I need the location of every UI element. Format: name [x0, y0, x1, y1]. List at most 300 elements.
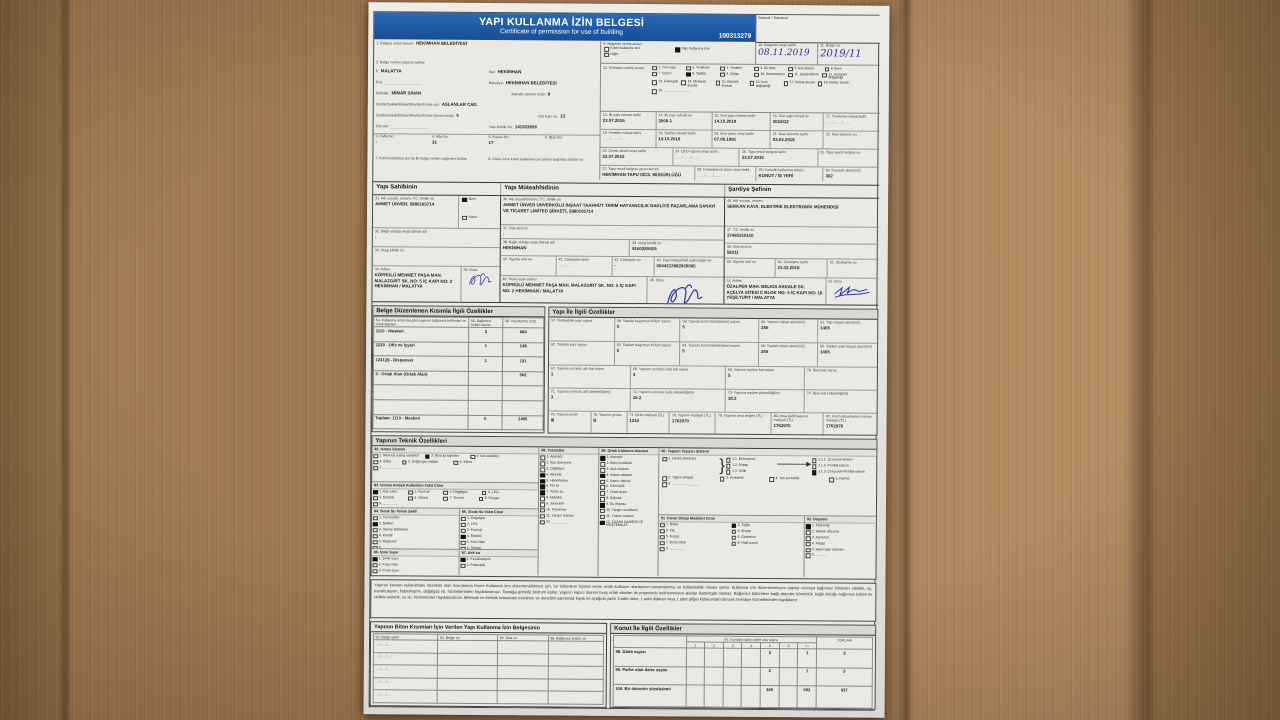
checkbox-label: 1. İskelet (Karkas) — [668, 455, 696, 461]
form-field — [601, 112, 657, 129]
checkbox-label: 1.1. Betonarme — [732, 456, 756, 462]
checkbox-label: 3. Taş — [665, 527, 676, 532]
structural-last — [659, 482, 877, 489]
checkbox-label: 6. Termal — [466, 545, 481, 550]
chief-title: Şantiye Şefinin — [728, 186, 772, 194]
checkbox-option — [784, 81, 816, 89]
form-field — [486, 134, 543, 156]
checkbox-label: 10. Paratoner — [546, 507, 567, 512]
checkbox-label: 8. Rüzgar — [484, 495, 500, 500]
field-value: HEKİMHAN — [497, 69, 522, 75]
field-label: 33. Vergi kimlik no — [374, 248, 404, 253]
form-field — [615, 342, 681, 365]
field-value: 1210 — [629, 418, 640, 424]
permit-purpose-options — [651, 64, 880, 113]
structural-sub2 — [811, 457, 876, 476]
checkbox-label: 1. Termosifon — [379, 514, 400, 520]
building-features-title: Yapı İle İlgili Özellikler — [549, 307, 877, 319]
checkbox-label: 5. Haberleşme — [546, 478, 569, 483]
table-cell: ..../..../.... — [373, 690, 437, 703]
form-row — [725, 259, 879, 279]
checkbox — [731, 523, 736, 528]
checkbox — [540, 514, 545, 519]
field-label: 71. Yapının yol kotu altı yüksekliği(m) — [550, 389, 610, 394]
form-field — [509, 90, 599, 102]
checkbox-option — [600, 520, 657, 528]
form-field — [771, 413, 824, 436]
checkbox — [373, 496, 378, 501]
form-field — [501, 239, 630, 256]
checkbox-label: 15. Elektrik tesisatı — [721, 80, 739, 88]
form-field — [612, 257, 654, 276]
checkbox — [825, 67, 830, 72]
table-row — [374, 327, 544, 343]
form-row — [501, 239, 724, 258]
table-row — [373, 371, 543, 387]
form-field — [459, 196, 500, 228]
table-header: 55. Bağımsız bölüm sayısı — [469, 317, 503, 327]
checkbox-label: 6. Gazbeton — [737, 534, 757, 539]
table-cell: ..../..../.... — [373, 678, 437, 691]
field-value: 18.2 — [727, 395, 737, 402]
field-value: 58211 — [726, 249, 739, 256]
checkbox — [461, 558, 466, 563]
checkbox-option — [660, 523, 730, 528]
structural-system-label: 90. Yapının Taşıyıcı Sistemi — [659, 448, 877, 457]
checkbox — [540, 485, 545, 490]
field-label: Dış Kapı no: — [538, 114, 559, 119]
checkbox-label: 5. Doğal gaz sobası — [408, 459, 439, 464]
field-value: KÖPRÜLÜ MEHMET PAŞA MAH. MALAZGİRT SK. NO: 5 İÇ KAPI NO: 2 HEKİMHAN / MALATYA — [502, 282, 636, 294]
table-cell — [548, 641, 603, 654]
checkbox — [470, 455, 475, 460]
table-header: 2 — [705, 642, 724, 648]
checkbox — [373, 557, 378, 562]
issuer-label: 1. Belgeyi veren kurum: — [376, 41, 414, 46]
checkbox — [806, 554, 811, 559]
checkbox-option — [662, 483, 770, 488]
form-field — [740, 149, 818, 167]
checkbox — [373, 528, 378, 533]
document-no-value: 2019/11 — [820, 48, 862, 60]
field-label: Cadde/Sokak/Bulvar/Meydan/Küme adı: — [375, 102, 440, 107]
checkbox-label: 8. Hafif panel — [737, 540, 758, 545]
checkbox-option — [806, 554, 876, 559]
checkbox-label: 4. Kombi — [378, 532, 393, 537]
table-cell: 2 — [760, 648, 779, 667]
checkbox-option — [662, 457, 696, 462]
field-value: ÖZALPER MAH. BELKIS AKKALE SK. AÇELYA SİTESİ C BLOK NO: 5 İÇ KAPI NO: 18 YEŞİLYURT / MALATYA — [726, 283, 823, 300]
heating-fuel-section — [372, 482, 539, 509]
checkbox — [461, 517, 466, 522]
checkbox-option — [652, 89, 721, 94]
form-field — [824, 113, 880, 130]
field-label: 35. İmza — [463, 267, 478, 272]
dwelling-title: Konut İle İlgili Özellikler — [611, 624, 875, 636]
checkbox — [454, 460, 459, 465]
data-table — [373, 316, 545, 430]
form-field — [823, 167, 879, 181]
field-value: - — [502, 231, 505, 237]
table-cell — [686, 685, 705, 707]
checkbox — [660, 529, 665, 534]
form-field — [654, 257, 723, 276]
checkbox — [769, 477, 774, 482]
field-label: 16. Son yapı ruhsat no — [772, 114, 810, 119]
form-field — [591, 412, 627, 436]
field-value: 6 — [456, 112, 459, 118]
checkbox-option — [754, 67, 786, 72]
field-value: KÖPRÜLÜ MEHMET PAŞA MAH. MALAZGİRT SK. NO: 5 İÇ KAPI NO: 2 HEKİMHAN / MALATYA — [374, 272, 453, 289]
checkbox — [540, 508, 545, 513]
checkbox-label: 3. Asmolen — [811, 535, 829, 540]
field-value: 07.06.1991 — [714, 136, 737, 142]
field-value: 255 — [761, 325, 769, 331]
table-row — [613, 647, 872, 667]
field-value: 1465 — [819, 349, 830, 355]
field-label: 32. Bağlı olduğu vergi dairesi adı — [374, 229, 428, 234]
field-label: 67. Yapının yol kotu altı kat sayısı — [550, 366, 605, 371]
checkbox-label: 4. Elektrik — [466, 533, 482, 538]
checkbox — [681, 81, 686, 86]
field-label: 37. Oda sicil no — [502, 226, 528, 231]
checkbox-label: Diğer — [610, 51, 619, 56]
checkbox-option — [479, 497, 516, 502]
checkbox — [604, 53, 609, 58]
structural-main — [661, 456, 719, 474]
field-value: ...../..... — [558, 262, 572, 268]
form-row — [373, 247, 500, 267]
checkbox-label: 3. Fuel-oil — [466, 527, 482, 532]
checkbox-label: 2. Mantar döşeme — [811, 529, 840, 534]
checkbox-option — [454, 460, 497, 465]
field-label: 65. Toplam taban alanı(m2) — [760, 343, 805, 349]
table-cell: 5 — [468, 415, 502, 430]
field-value: ....../....../...... — [602, 136, 627, 142]
field-label: 40. Sigorta sicil no — [502, 257, 533, 262]
field-value: 17 — [488, 140, 494, 146]
checkbox-option — [373, 490, 406, 495]
checkbox-label: 4. Kapalı otopark — [606, 472, 633, 477]
checkbox — [806, 536, 811, 541]
checkbox — [652, 89, 657, 94]
table-header: 95. Blok no — [498, 635, 549, 641]
checkbox-label: 16. İsim değişikliği — [755, 80, 771, 89]
form-row — [600, 130, 879, 150]
checkbox-label: 2. Şofben — [379, 520, 394, 526]
checkbox — [600, 491, 605, 496]
checkbox-option — [720, 72, 752, 80]
flooring-options — [805, 524, 878, 558]
field-value: 14.10.2019 — [658, 136, 681, 142]
table-cell — [468, 400, 502, 415]
checkbox — [408, 490, 413, 495]
checkbox — [600, 468, 605, 473]
checkbox-label: 6. İlave — [830, 66, 842, 71]
checkbox — [600, 462, 605, 467]
checkbox — [461, 528, 466, 533]
table-cell — [438, 653, 498, 666]
page-title: YAPI KULLANMA İZİN BELGESİ — [478, 15, 645, 29]
table-cell — [705, 648, 724, 667]
form-row — [373, 195, 500, 229]
checkbox-label: 3. Güneş kollektörü — [378, 526, 409, 532]
table-cell — [742, 685, 761, 707]
form-row — [549, 365, 877, 390]
field-label: 78. Yapının maliyeti (TL) — [671, 413, 711, 418]
checkbox-label: 12. KAZAN DAİRESİ VE MÜŞTEMİLAT — [606, 519, 644, 528]
form-field — [600, 166, 695, 182]
heating-options — [372, 453, 538, 472]
barcode-label: Barkod / Karekod — [758, 15, 788, 21]
flooring-section — [804, 516, 877, 578]
form-field — [805, 367, 877, 390]
checkbox-option — [822, 73, 856, 81]
field-value: 5 — [616, 324, 620, 330]
heating-fuel-label: 83. Isınma Amaçlı Kullanılan Yakıt Cinsi — [372, 482, 538, 490]
checkbox — [726, 464, 731, 469]
checkbox-label: 17. İstinat duvarı — [789, 80, 815, 85]
table-cell — [723, 648, 742, 667]
field-value: 23.07.2015 — [602, 118, 625, 124]
field-label: 28. Parselasyon planı onay tarihi — [697, 167, 750, 172]
table-cell: 1 — [469, 357, 503, 372]
table-cell: 937 — [816, 686, 872, 708]
form-field — [648, 277, 724, 306]
table-cell — [373, 385, 468, 400]
checkbox-label: 2. Bina içi kalorifer — [431, 453, 460, 458]
form-field — [804, 390, 876, 413]
wall-material-options — [659, 522, 804, 553]
table-cell — [704, 685, 723, 707]
hot-water-options — [372, 515, 459, 550]
field-label: 44. Sicile esas adresi — [502, 277, 537, 282]
form-field — [501, 256, 557, 275]
form-field — [461, 267, 499, 306]
checkbox-label: 7. Beton blok — [665, 539, 686, 545]
form-field — [549, 317, 615, 340]
form-row — [501, 196, 724, 227]
building-features-panel — [547, 306, 878, 435]
checkbox-label: 6. Güneş — [414, 495, 429, 500]
form-field — [543, 134, 600, 156]
checkbox — [731, 541, 736, 546]
field-value: 03.04.2018 — [772, 137, 795, 143]
issued-part-panel — [371, 305, 545, 433]
field-label: Belediye: — [488, 81, 504, 86]
checkbox-option — [829, 478, 872, 483]
table-header: 3 — [723, 642, 742, 648]
form-field — [824, 413, 877, 435]
form-field — [712, 113, 771, 130]
field-label: 36. Adı soyadı/ünvanı, T.C. kimlik no — [503, 197, 562, 202]
checkbox-label: 6. ______________ — [668, 481, 699, 486]
checkbox-label: 1.1.2. Perdeli sistem — [818, 463, 849, 468]
approval-date-value: 08.11.2019 — [758, 48, 810, 59]
purpose-options — [603, 46, 753, 59]
field-value: _______________ — [385, 79, 422, 85]
checkbox — [373, 490, 378, 495]
checkbox — [373, 466, 378, 471]
checkbox — [425, 454, 430, 459]
field-label: 70. İlave kat sayısı — [806, 368, 837, 373]
field-value: 0044213982920005 — [656, 263, 696, 269]
checkbox-option — [482, 491, 507, 496]
dwelling-table — [611, 634, 876, 710]
field-value: 5 — [682, 348, 685, 354]
checkbox-label: 7. Geçici — [658, 70, 672, 75]
form-row — [548, 411, 876, 435]
checkbox — [540, 467, 545, 472]
field-value: ....../....../...... — [825, 119, 851, 125]
checkbox — [600, 520, 605, 525]
purpose-section — [600, 41, 755, 65]
table-cell — [704, 667, 723, 686]
checkbox — [482, 491, 487, 496]
checkbox-label: 1. Plak kiriş — [812, 523, 830, 528]
checkbox-label: 2. Yenileme — [692, 65, 710, 70]
field-label: 43. Yapı müteahhidi yetki belge no — [656, 258, 712, 263]
checkbox-label: 1.2. Ahşap — [732, 462, 749, 467]
checkbox — [540, 461, 545, 466]
checkbox-label: 8. Tadilat — [692, 71, 706, 76]
common-areas-label: 89. Ortak Kullanım Alanları — [599, 448, 658, 455]
checkbox-label: 6. Kömürlük — [606, 484, 625, 489]
field-label: 5. Parsel No: — [488, 135, 510, 140]
checkbox — [731, 529, 736, 534]
field-label: 49. Sigorta sicil no — [726, 259, 757, 264]
checkbox — [600, 456, 605, 461]
field-label: 19. Tadilat ruhsatı tarihi — [658, 131, 696, 136]
checkbox-option — [731, 523, 801, 528]
checkbox — [461, 540, 466, 545]
field-value: 2005-1 — [658, 118, 673, 124]
checkbox-label: Yapı Kullanma İzni — [681, 46, 710, 51]
form-field — [680, 318, 759, 342]
field-label: 13. İlk yapı ruhsatı tarihi — [602, 112, 641, 118]
table-cell — [779, 649, 798, 668]
table-header: TOPLAM — [817, 637, 873, 649]
form-field — [818, 319, 877, 342]
field-label: 42. Sözleşme no — [614, 257, 641, 263]
table-header: 7+ — [798, 643, 817, 649]
checkbox — [373, 534, 378, 539]
checkbox-label: 9. ________ — [665, 545, 685, 550]
field-label: 4. Ada No: — [432, 134, 449, 139]
checkbox-label: 9. Dolgu — [726, 71, 739, 76]
checkbox-option — [825, 67, 853, 72]
field-value: 17465210110 — [726, 232, 754, 239]
form-field — [374, 67, 487, 79]
checkbox — [806, 525, 811, 530]
technical-panel — [370, 435, 877, 580]
field-value: 15.2 — [632, 395, 642, 401]
checkbox — [373, 563, 378, 568]
field-label: İl: — [375, 69, 379, 74]
drinking-water-options — [371, 556, 458, 575]
checkbox — [806, 542, 811, 547]
checkbox — [600, 497, 605, 502]
field-label: 2. Belge verilen yapının adresi — [376, 60, 425, 65]
field-label: 81. Form düzenlenen kısmın maliyeti (TL) — [826, 414, 872, 423]
checkbox-label: 7. __________ — [379, 464, 403, 470]
field-label: 72. Yapının yol kotu üstü yüksekliği(m) — [632, 390, 694, 395]
table-row — [613, 684, 872, 708]
field-label: 59. Yapıda konut birimi(daire) sayısı — [682, 319, 740, 324]
table-header: 6 — [779, 643, 798, 649]
field-value: III — [550, 417, 555, 423]
checkbox — [720, 72, 725, 77]
checkbox-label: 1.1.3. Çerçeveli+Perdeli sistem — [818, 469, 865, 474]
checkbox-option — [731, 535, 801, 540]
checkbox — [686, 72, 691, 77]
field-label: 26. Tapu tescil belgesi no — [820, 150, 861, 155]
permit-purpose-section — [600, 64, 880, 114]
table-cell — [548, 666, 603, 679]
checkbox-option — [461, 540, 500, 545]
structural-sub — [725, 457, 777, 476]
field-label: 75. Yapının sınıfı — [550, 412, 578, 417]
checkbox — [600, 509, 605, 514]
field-value: KONUT / İŞ YERİ — [758, 173, 794, 179]
checkbox-option — [720, 66, 752, 71]
structural-system-section — [659, 448, 878, 517]
building-features-grid — [548, 317, 877, 435]
checkbox-option — [681, 81, 713, 89]
checkbox — [829, 478, 834, 483]
field-label: 57. Ruhsattaki yapı sayısı — [551, 318, 593, 323]
checkbox-option — [373, 534, 410, 539]
form-field — [756, 167, 823, 182]
field-label: 58. Yapıda bağımsız bölüm sayısı — [616, 318, 671, 324]
table-cell — [779, 667, 798, 686]
checkbox-label: 1. Briket — [666, 521, 679, 527]
checkbox-label: 1. Merkezi ısıtma kaloriferi — [379, 452, 420, 458]
checkbox-option — [652, 66, 684, 71]
form-row — [373, 133, 599, 157]
checkbox-option — [660, 529, 730, 534]
form-row — [549, 317, 877, 343]
checkbox-option — [461, 523, 497, 528]
field-value: _______________ — [390, 123, 428, 129]
checkbox — [652, 81, 657, 86]
form-row — [500, 276, 723, 306]
form-field — [725, 259, 776, 277]
field-value: 141923656 — [514, 124, 537, 130]
checkbox-option — [600, 474, 657, 479]
checkbox-label: 3. Yeniden — [726, 65, 743, 70]
checkbox — [540, 456, 545, 461]
checkbox-label: 1. Şehir suyu — [378, 555, 399, 561]
table-cell: ..../..../.... — [373, 640, 437, 653]
table-row — [373, 690, 603, 704]
document-number: 100313279 — [718, 32, 752, 40]
field-value: 9160280929 — [632, 246, 657, 252]
checkbox-label: 9. ________ — [379, 500, 399, 506]
checkbox — [806, 548, 811, 553]
form-field — [726, 367, 805, 390]
table-cell — [548, 691, 603, 704]
document-no-label: 11. Belge no — [820, 43, 841, 48]
checkbox — [652, 72, 657, 77]
signature — [465, 272, 496, 289]
checkbox — [600, 485, 605, 490]
field-value: SERKAN KAYA, ELEKTRİK ELEKTRONİK MÜHENDİSİ — [727, 203, 839, 210]
form-field — [500, 276, 647, 306]
form-field — [487, 68, 600, 80]
table-cell — [548, 654, 603, 667]
field-label: İlçe: — [488, 70, 496, 75]
